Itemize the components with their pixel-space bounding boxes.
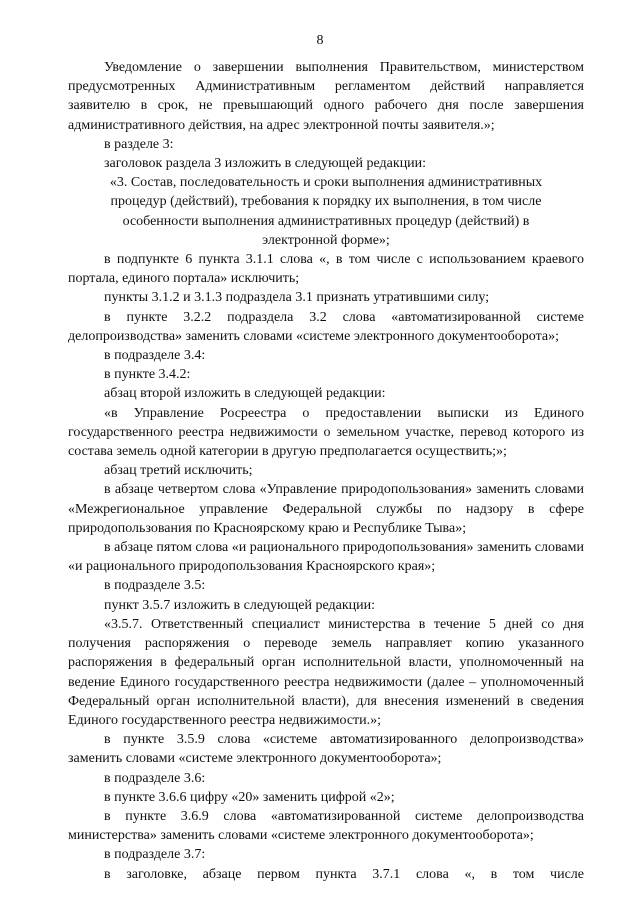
paragraph-notification: Уведомление о завершении выполнения Правительством, министерством предусмотренных Административным регламентом действий направляется заявителю в срок, не превышающий одного рабочего дня после завершения административного действия, на адрес электронной почты заявителя.»; bbox=[68, 60, 584, 133]
page-number: 8 bbox=[316, 33, 324, 48]
paragraph-subsection-3-4: в подразделе 3.4: bbox=[104, 348, 206, 364]
paragraph-second-abzac: абзац второй изложить в следующей редакции: bbox=[104, 386, 386, 402]
paragraph-fifth-abzac: в абзаце пятом слова «и рационального природопользования» заменить словами «и рационального природопользования Красноярского края»; bbox=[68, 540, 584, 575]
paragraph-point-3-5-9: в пункте 3.5.9 слова «системе автоматизированного делопроизводства» заменить словами «системе электронного документооборота»; bbox=[68, 732, 584, 767]
paragraph-subsection-3-6: в подразделе 3.6: bbox=[104, 770, 206, 786]
paragraph-points-3-1-2-3: пункты 3.1.2 и 3.1.3 подраздела 3.1 признать утратившими силу; bbox=[104, 290, 490, 306]
paragraph-section-3: в разделе 3: bbox=[104, 136, 174, 152]
paragraph-point-3-4-2: в пункте 3.4.2: bbox=[104, 367, 191, 383]
paragraph-rosreestr: «в Управление Росреестра о предоставлении выписки из Единого государственного реестра недвижимости о земельном участке, перевод которого из состава земель одной категории в другую предполагается осуществить;»; bbox=[68, 405, 584, 460]
paragraph-fourth-abzac: в абзаце четвертом слова «Управление природопользования» заменить словами «Межрегиональное управление Федеральной службы по надзору в сфере природопользования по Красноярскому краю и Республике Тыва»; bbox=[68, 482, 584, 536]
paragraph-point-3-5-7-instruction: пункт 3.5.7 изложить в следующей редакции: bbox=[104, 597, 375, 613]
paragraph-point-3-7-1: в заголовке, абзаце первом пункта 3.7.1 слова «, в том числе bbox=[104, 866, 584, 882]
document-body bbox=[68, 58, 584, 884]
paragraph-point-3-2-2: в пункте 3.2.2 подраздела 3.2 слова «автоматизированной системе делопроизводства» заменить словами «системе электронного документооборота»; bbox=[68, 309, 584, 344]
paragraph-third-abzac: абзац третий исключить; bbox=[104, 463, 253, 479]
paragraph-point-3-6-9: в пункте 3.6.9 слова «автоматизированной системе делопроизводства министерства» заменить словами «системе электронного документооборота»; bbox=[68, 808, 584, 844]
paragraph-subpoint-6: в подпункте 6 пункта 3.1.1 слова «, в том числе с использованием краевого портала, единого портала» исключить; bbox=[68, 252, 584, 287]
paragraph-heading-instruction: заголовок раздела 3 изложить в следующей редакции: bbox=[104, 156, 427, 172]
paragraph-section-3-heading: «3. Состав, последовательность и сроки выполнения административных процедур (действий), требования к порядку их выполнения, в том числе особенности выполнения административных процедур (действий) в электронной форме»; bbox=[109, 175, 543, 248]
paragraph-subsection-3-7: в подразделе 3.7: bbox=[104, 847, 206, 863]
paragraph-point-3-6-6: в пункте 3.6.6 цифру «20» заменить цифрой «2»; bbox=[104, 789, 395, 805]
paragraph-subsection-3-5: в подразделе 3.5: bbox=[104, 578, 206, 594]
paragraph-point-3-5-7-text: «3.5.7. Ответственный специалист министерства в течение 5 дней со дня получения распоряжения о переводе земель направляет копию указанного распоряжения в федеральный орган исполнительной власти, уполномоченный на ведение Единого государственного реестра недвижимости (далее – уполномоченный Федеральный орган исполнительной власти), для внесения изменений в сведения Единого государственного реестра недвижимости.»; bbox=[68, 616, 584, 728]
